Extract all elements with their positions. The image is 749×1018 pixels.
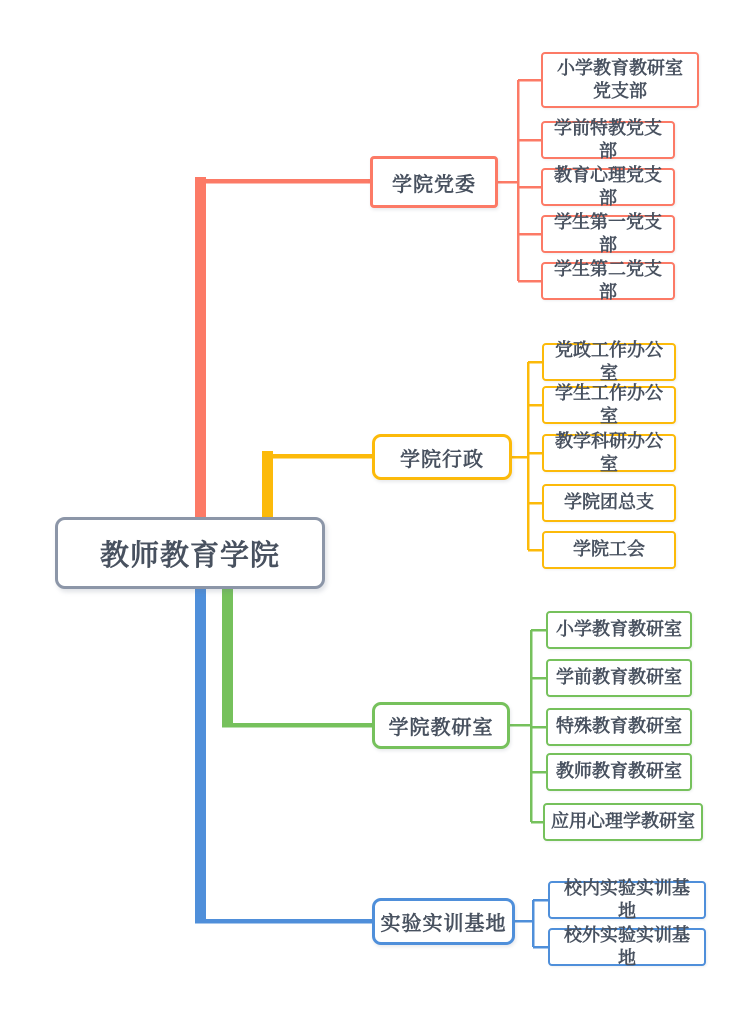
child-node[interactable]	[542, 339, 676, 383]
child-node[interactable]	[541, 164, 675, 208]
child-label: 学生工作办公室	[555, 382, 663, 426]
node-branch-training-base[interactable]	[372, 898, 515, 945]
child-node[interactable]	[548, 924, 706, 968]
node-root[interactable]	[55, 517, 325, 589]
branch-label: 学院行政	[400, 448, 484, 471]
connector-group-teaching-research	[222, 578, 546, 822]
child-label: 教育心理党支部	[554, 164, 662, 208]
connector-group-training-base	[195, 578, 548, 947]
child-label: 小学教育教研室	[556, 619, 682, 640]
child-node[interactable]	[541, 52, 699, 108]
root-label: 教师教育学院	[99, 539, 280, 572]
child-node[interactable]	[541, 258, 675, 302]
child-node[interactable]	[542, 382, 676, 426]
child-label: 学院工会	[573, 539, 645, 560]
child-label: 学前特教党支部	[554, 117, 662, 161]
child-label: 小学教育教研室党支部	[557, 57, 683, 101]
child-node[interactable]	[542, 484, 676, 522]
child-label: 教学科研办公室	[555, 430, 663, 474]
child-label: 应用心理学教研室	[551, 811, 695, 832]
child-label: 学院团总支	[564, 492, 654, 513]
node-branch-party-committee[interactable]	[370, 156, 498, 208]
child-label: 教师教育教研室	[556, 761, 682, 782]
child-label: 校内实验实训基地	[564, 877, 690, 921]
child-label: 党政工作办公室	[555, 339, 663, 383]
child-label: 学生第一党支部	[554, 211, 662, 255]
child-label: 特殊教育教研室	[556, 716, 682, 737]
child-node[interactable]	[541, 117, 675, 161]
child-node[interactable]	[542, 531, 676, 569]
node-branch-teaching-research[interactable]	[372, 702, 510, 749]
child-node[interactable]	[548, 877, 706, 921]
branch-label: 实验实训基地	[380, 913, 507, 935]
child-node[interactable]	[546, 611, 692, 649]
child-node[interactable]	[543, 803, 703, 841]
branch-label: 学院教研室	[388, 717, 494, 739]
child-node[interactable]	[546, 753, 692, 791]
branch-label: 学院党委	[392, 173, 476, 196]
child-label: 学前教育教研室	[556, 667, 682, 688]
child-node[interactable]	[542, 430, 676, 474]
child-label: 校外实验实训基地	[564, 924, 690, 968]
child-node[interactable]	[541, 211, 675, 255]
node-branch-administration[interactable]	[372, 434, 512, 480]
child-node[interactable]	[546, 659, 692, 697]
child-label: 学生第二党支部	[554, 258, 662, 302]
child-node[interactable]	[546, 708, 692, 746]
